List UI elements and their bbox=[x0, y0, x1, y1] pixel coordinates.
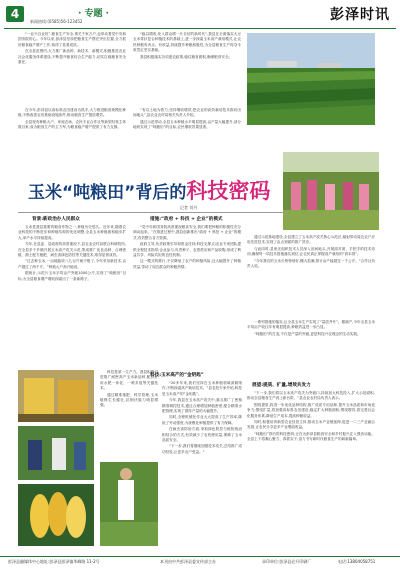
headline-accent-text: 科技密码 bbox=[186, 179, 271, 203]
measures-body-column: “党中央和国务院高度重视粮食安全,我们要把种粮的积极性充分调动起来。”在推进过程中,我县创新推出“政府 + 科技 + 企业”的模式,有效整合各方资源。 政府主导,负责政策引导和资金扶持;科技支撑,由农业专家团队提供全程技术指导;企业参与,负责种子、农资供应和产品收购,形成了利益共享、风险共担的良性机制。 这一模式的推行,不仅降低了农户的种植风险,还大幅提升了种植效益,带动了周边群众的种粮热情。 bbox=[133, 225, 241, 269]
publication-info: 新闻热线:(0585)56-123452 bbox=[30, 19, 83, 24]
corn-field-photo bbox=[247, 33, 375, 125]
background-body-column: 玉米是我县重要的粮食作物之一,种植历史悠久。近年来,随着农业科技的不断进步和种植结构的优化调整,全县玉米种植面积稳步扩大,单产水平持续提高。 今年,在县委、县政府的高度重视下,县农业农村局联合科研院所,在全县多个乡镇开展玉米高产攻关示范,集成推广优良品种、合理密植、测土配方施肥、病虫害绿色防控等关键技术,取得显著成效。 “过去种玉米,一亩地能收八九百斤就不错了,今年采用新技术,亩产超过了两千斤。”种植大户高兴地说。 据统计,示范片玉米平均亩产突破1000公斤,实现了“吨粮田”目标,为全县粮食增产增收探索出了一条新路子。 bbox=[18, 225, 126, 281]
masthead-logo: 彭泽时讯 bbox=[330, 7, 390, 23]
subhead-measures: 措施:“政府 + 科技 + 企业”的模式 bbox=[150, 217, 223, 222]
background-text-column: 在今年,彭泽县以高标准农田建设为抓手,大力推进粮食规模化种植,不断改善农田基础设施条件,推动粮食生产提质增效。 全县现有种粮大户、家庭农场、农民专业合作社等新型经营主体数百家,成为粮食生产的主力军,为粮食稳产增产提供了有力支撑。 bbox=[18, 108, 126, 130]
footer-printer: 承印单位:彭泽县必升印刷厂 bbox=[262, 559, 312, 564]
section-divider bbox=[18, 212, 288, 213]
page-footer bbox=[0, 556, 400, 568]
measures-body-column-2: 通过示范基地建设,全县建立了玉米高产攻关核心示范区,辐射带动周边农户应用先进技术,实现了由点到面的推广效应。 与此同时,县里还组织技术人员深入田间地头,开展面对面、手把手的技术培训,确保每一项技术措施落实到位,让农民真正掌握高产栽培的“真本领”。 “今年我们的玉米长势特别好,穗大粒满,预计亩产能超过一千公斤。”合作社负责人说。 bbox=[247, 235, 375, 269]
corn-ears-photo bbox=[18, 484, 94, 546]
page-number: 4 bbox=[6, 6, 24, 22]
byline: 记者 刘丹 bbox=[180, 205, 198, 210]
section-label: · 专题 · bbox=[78, 9, 110, 19]
page-header bbox=[0, 0, 400, 28]
intro-text-column: “一业兴百业旺”,粮食生产安全,事关千家万户,也牵动着党中央和国务院的心。今年以来,彭泽县坚持把粮食生产摆在突出位置,全力抓好粮食稳产增产工作,取得了显著成效。 在全县范围内,大力推广新品种、新技术、新模式,积极推进农业社会化服务体系建设,不断提升粮食综合生产能力,切实扛稳粮食安全重任。 bbox=[18, 32, 126, 65]
farmers-field-photo bbox=[283, 152, 379, 230]
footer-address: 彭泽县融媒体中心地址:彭泽县彭泽镇华峰路 11-2号 bbox=[8, 559, 100, 564]
measures-body-column-3: 一系列措施的落实,让全县玉米生产实现了“量质齐升”。据测产,今年全县玉米平均亩产较往年有明显提高,种粮效益进一步凸显。 “吨粮田”的打造,不仅是产量的突破,更是科技兴农理念的生动实践。 bbox=[247, 320, 375, 336]
outlook-body-column: “下一步,我们将以玉米高产攻关为突破口,持续加大科技投入,扩大示范面积,推动全县粮食生产再上新台阶。”县农业农村局负责人表示。 围绕提质,将进一步优化品种结构,推广优质专用品种,提升玉米品质和市场竞争力;围绕扩量,将加强高标准农田建设,稳定扩大种植面积;围绕增效,将完善社会化服务体系,降低生产成本,提高种粮收益。 同时,积极培育新型农业经营主体,推动玉米产业链延伸,促进一二三产业融合发展,让农民分享更多产业增值收益。 “吨粮田”背后的科技密码,正在为彭泽县粮食安全和乡村振兴注入强劲动能。全县上下将凝心聚力、真抓实干,奋力书写新时代粮食生产的崭新篇章。 bbox=[247, 391, 375, 442]
subhead-background: 背景:新政治办人民群众 bbox=[32, 217, 80, 222]
subhead-outlook: 展望:提质、扩量,增效共发力 bbox=[252, 383, 311, 388]
expert-guidance-photo bbox=[18, 426, 94, 480]
technology-text-column-left: 科技是第一生产力。我县积极引进推广耐密高产玉米新品种,配套应用水肥一体化、一喷多促等关键技术。 通过精准施肥、科学管理,玉米植株生长健壮,抗倒伏能力明显增强。 bbox=[100, 370, 158, 408]
subhead-technology: 科技:玉米高产的“金钥匙” bbox=[150, 373, 204, 378]
headline-main-text: 玉米“吨粮田”背后的 bbox=[28, 183, 187, 203]
intro-text-column-2: “稳以增收,化入群众增一片自信的新时代”,我县在全面落实大豆玉米带状复合种植技术的基础上,进一步探索玉米高产栽培模式,让农民种粮有奔头、有收益,持续提升种粮积极性,为全县粮食生产再夺丰收奠定坚实基础。 我县积极落实各项惠农政策,稳住粮食面积,确保粮食安全。 bbox=[133, 32, 241, 59]
footer-phone: 电话:13804058751 bbox=[338, 559, 376, 564]
technology-body-column: “20多年来,我们坚持在玉米种植领域深耕细作,不断探索高产栽培技术。”县农技专家介绍,科技是玉米高产的“金钥匙”。 今年,我县在玉米高产攻关中,重点推广了密植精准调控技术,通过合理增加种植密度,配合精准水肥管理,实现了群体产量的大幅提升。 同时,全程机械化作业大大提高了生产效率,降低了劳动强度,为规模化种植提供了有力保障。 在病虫害防治方面,采取绿色防控与统防统治相结合的方式,有效减少了农药使用量,保障了玉米品质安全。 “下一步,我们将继续加强技术攻关,总结推广成功经验,让更多农户受益。” bbox=[162, 381, 242, 454]
middle-text-column: “有以土地为着力,坚持增收增效,把农业的高效栽培技术推向田间地头”,县农业农村局相关负责人介绍。 通过示范带动,全县玉米种植水平明显提高,亩产量大幅提升,部分地块实现了“吨粮田”的目标,农民增收效果显著。 bbox=[133, 108, 241, 130]
corn-harvest-photo bbox=[18, 370, 94, 422]
main-headline bbox=[28, 175, 308, 205]
field-inspection-photo bbox=[100, 462, 158, 546]
footer-sponsor: 本刊由中共彭泽县委宣传部主办 bbox=[160, 559, 216, 564]
header-rule bbox=[4, 28, 396, 29]
